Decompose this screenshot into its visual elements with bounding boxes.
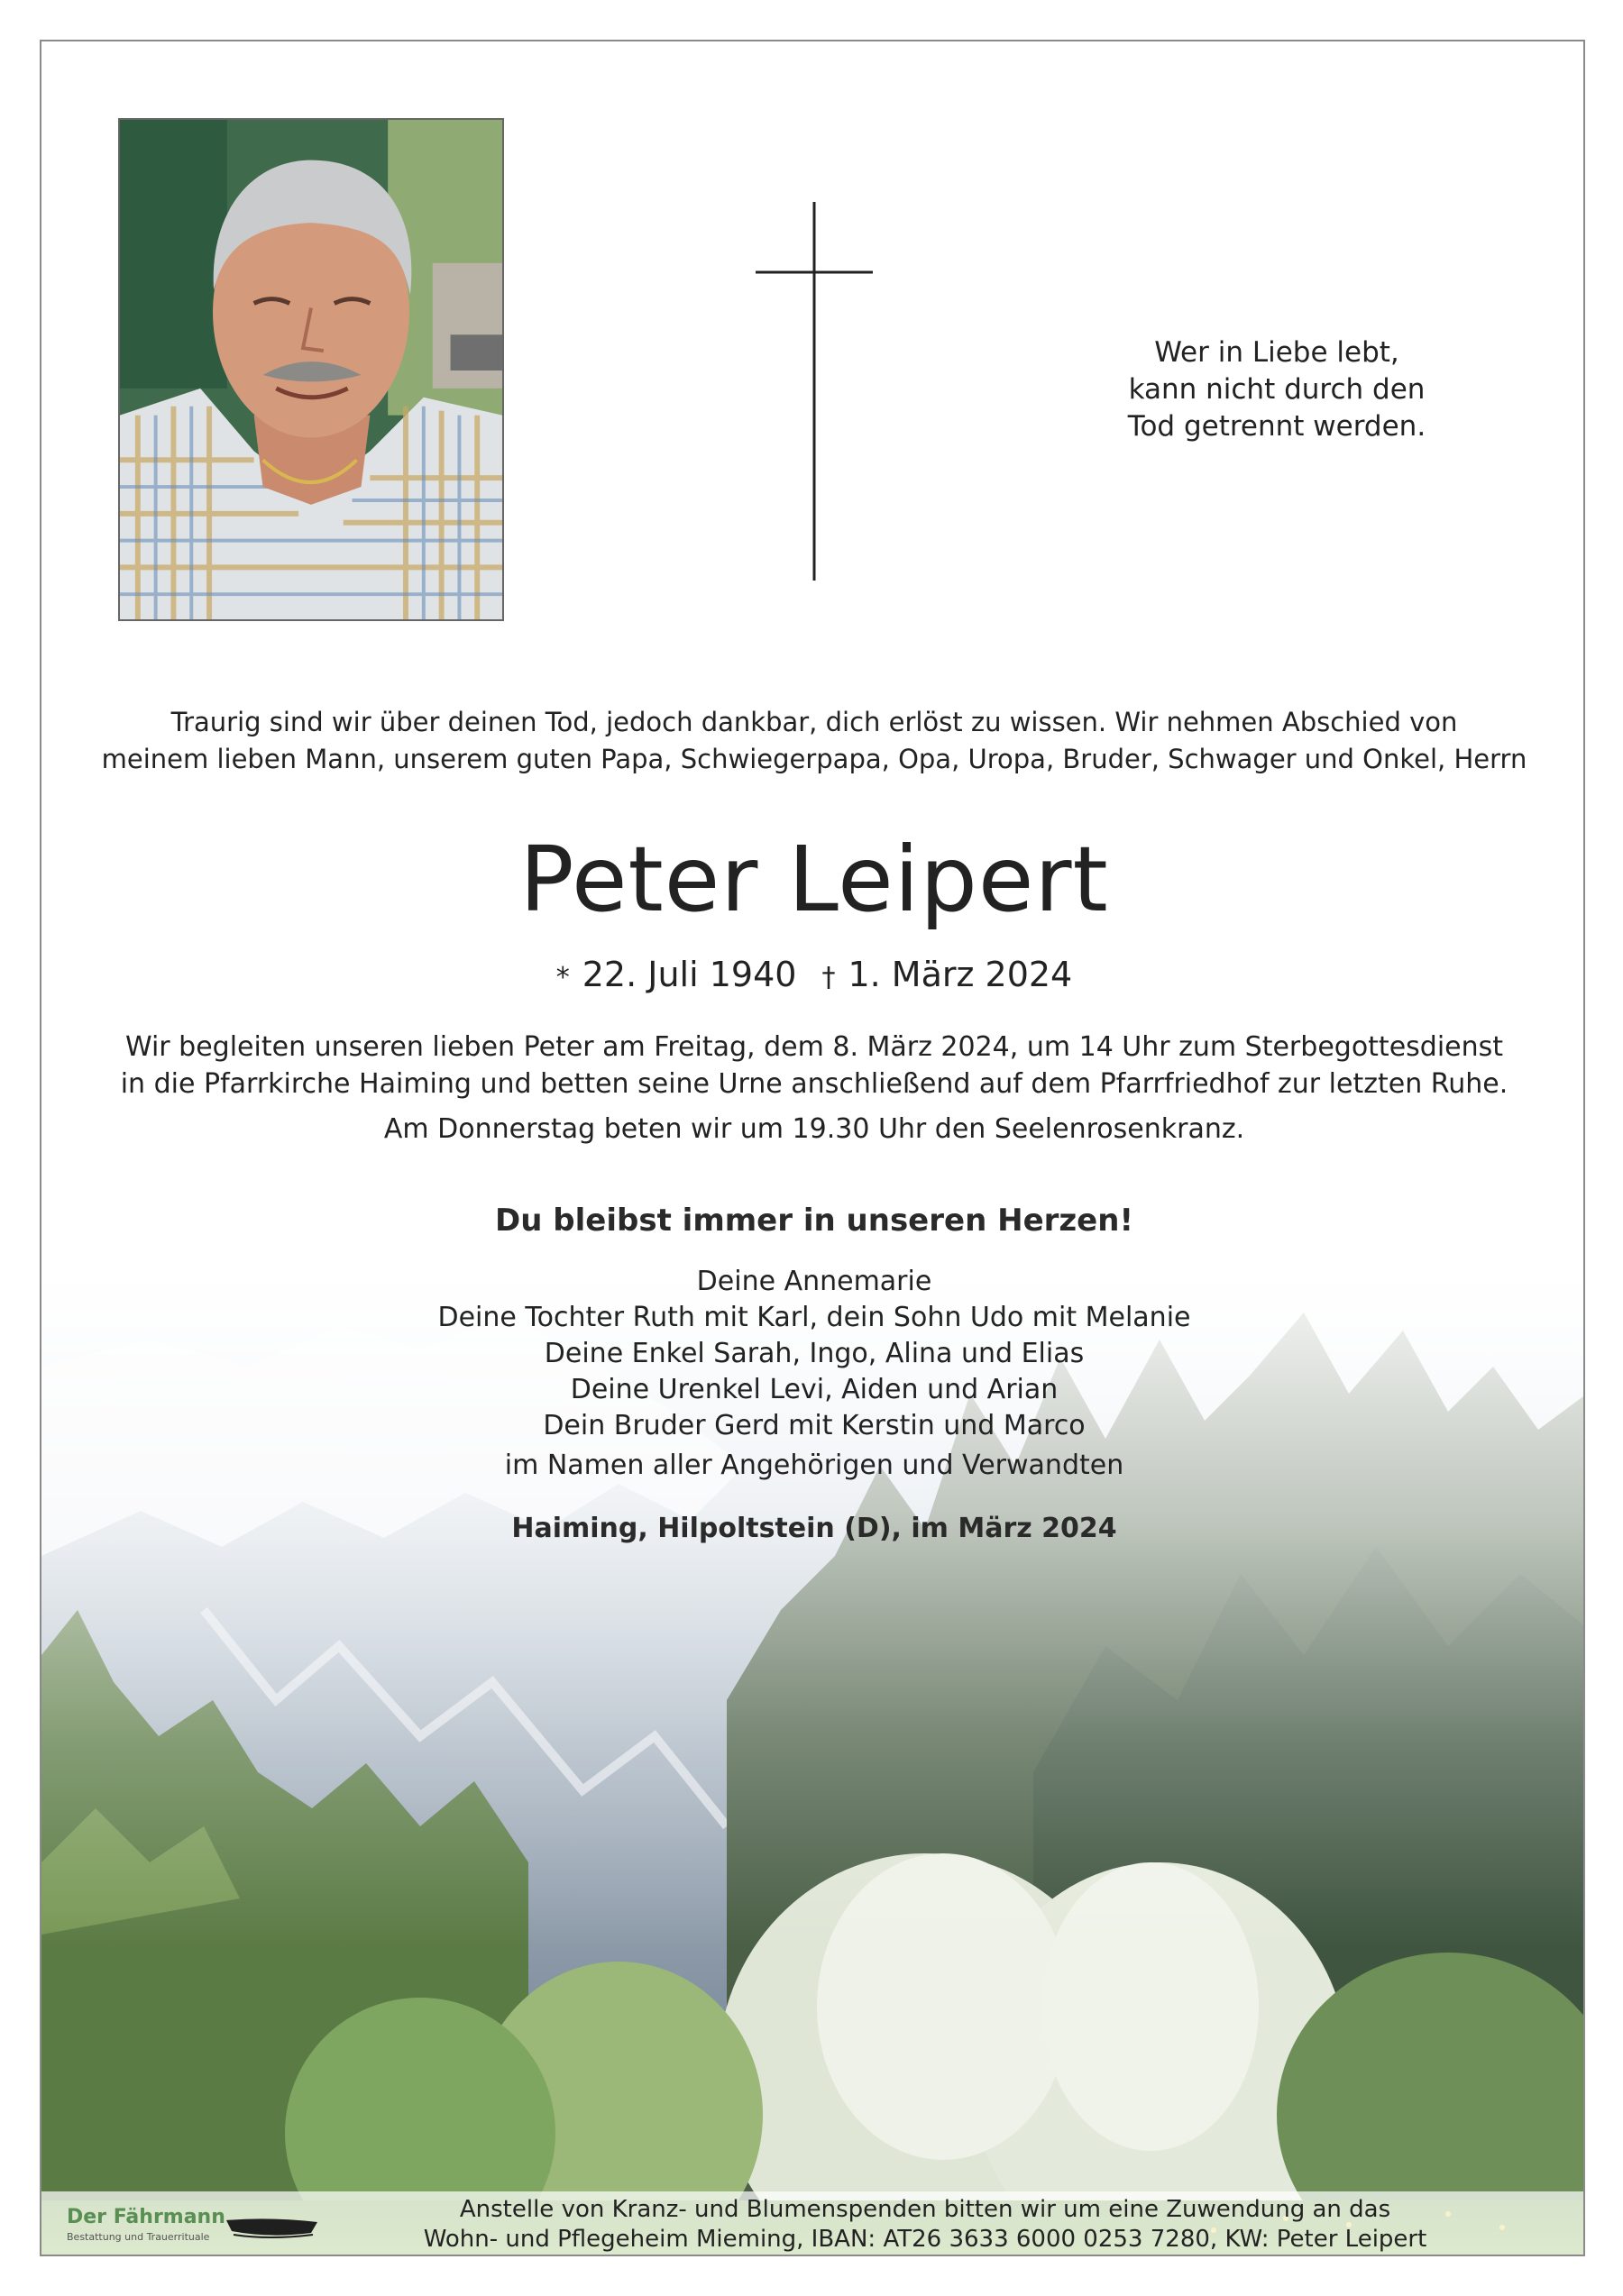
motto-quote: [1051, 334, 1502, 445]
motto-line: Tod getrennt werden.: [1127, 410, 1426, 443]
donation-footer: [41, 2191, 1585, 2256]
mourner-line: Deine Tochter Ruth mit Karl, dein Sohn Udo mit Melanie: [437, 1302, 1191, 1333]
donation-line: Wohn- und Pflegeheim Mieming, IBAN: AT26 3633 6000 0253 7280, KW: Peter Leipert: [423, 2226, 1427, 2253]
birth-star-icon: *: [555, 962, 570, 993]
service-line: in die Pfarrkirche Haiming und betten seine Urne anschließend auf dem Pfarrfriedhof zur letzten Ruhe.: [120, 1068, 1508, 1100]
funeral-home-logo: [67, 2206, 337, 2251]
motto-line: Wer in Liebe lebt,: [1154, 336, 1399, 369]
logo-subtitle: Bestattung und Trauerrituale: [67, 2231, 210, 2243]
cross-icon: [756, 202, 873, 581]
boat-icon: [225, 2215, 319, 2240]
mourner-line: Deine Enkel Sarah, Ingo, Alina und Elias: [544, 1338, 1085, 1369]
motto-line: kann nicht durch den: [1128, 373, 1426, 406]
deceased-name: Peter Leipert: [519, 827, 1109, 932]
mourner-line: Dein Bruder Gerd mit Kerstin und Marco: [543, 1410, 1086, 1441]
rosary-text: Am Donnerstag beten wir um 19.30 Uhr den Seelenrosenkranz.: [383, 1113, 1245, 1145]
donation-text: [384, 2195, 1466, 2255]
mourner-line: Deine Annemarie: [696, 1266, 932, 1297]
on-behalf-text: im Namen aller Angehörigen und Verwandten: [504, 1450, 1124, 1481]
death-date: 1. März 2024: [848, 955, 1073, 994]
funeral-service-text: [41, 1029, 1585, 1102]
place-date: Haiming, Hilpoltstein (D), im März 2024: [511, 1513, 1117, 1544]
donation-line: Anstelle von Kranz- und Blumenspenden bitten wir um eine Zuwendung an das: [459, 2196, 1391, 2223]
death-cross-icon: †: [821, 962, 836, 993]
obituary-card: [40, 40, 1585, 2256]
mourners-list: [41, 1264, 1585, 1444]
portrait-photo: [118, 118, 504, 621]
intro-text: [41, 704, 1585, 778]
service-line: Wir begleiten unseren lieben Peter am Freitag, dem 8. März 2024, um 14 Uhr zum Sterbegottesdienst: [124, 1031, 1504, 1063]
intro-line: Traurig sind wir über deinen Tod, jedoch dankbar, dich erlöst zu wissen. Wir nehmen Abschied von: [170, 707, 1458, 737]
logo-name: Der Fährmann: [67, 2206, 225, 2228]
life-dates: [41, 952, 1585, 1001]
mourner-line: Deine Urenkel Levi, Aiden und Arian: [570, 1374, 1059, 1405]
intro-line: meinem lieben Mann, unserem guten Papa, Schwiegerpapa, Opa, Uropa, Bruder, Schwager und Onkel, Herrn: [101, 744, 1527, 774]
birth-date: 22. Juli 1940: [582, 955, 797, 994]
closing-heading: Du bleibst immer in unseren Herzen!: [495, 1203, 1133, 1239]
